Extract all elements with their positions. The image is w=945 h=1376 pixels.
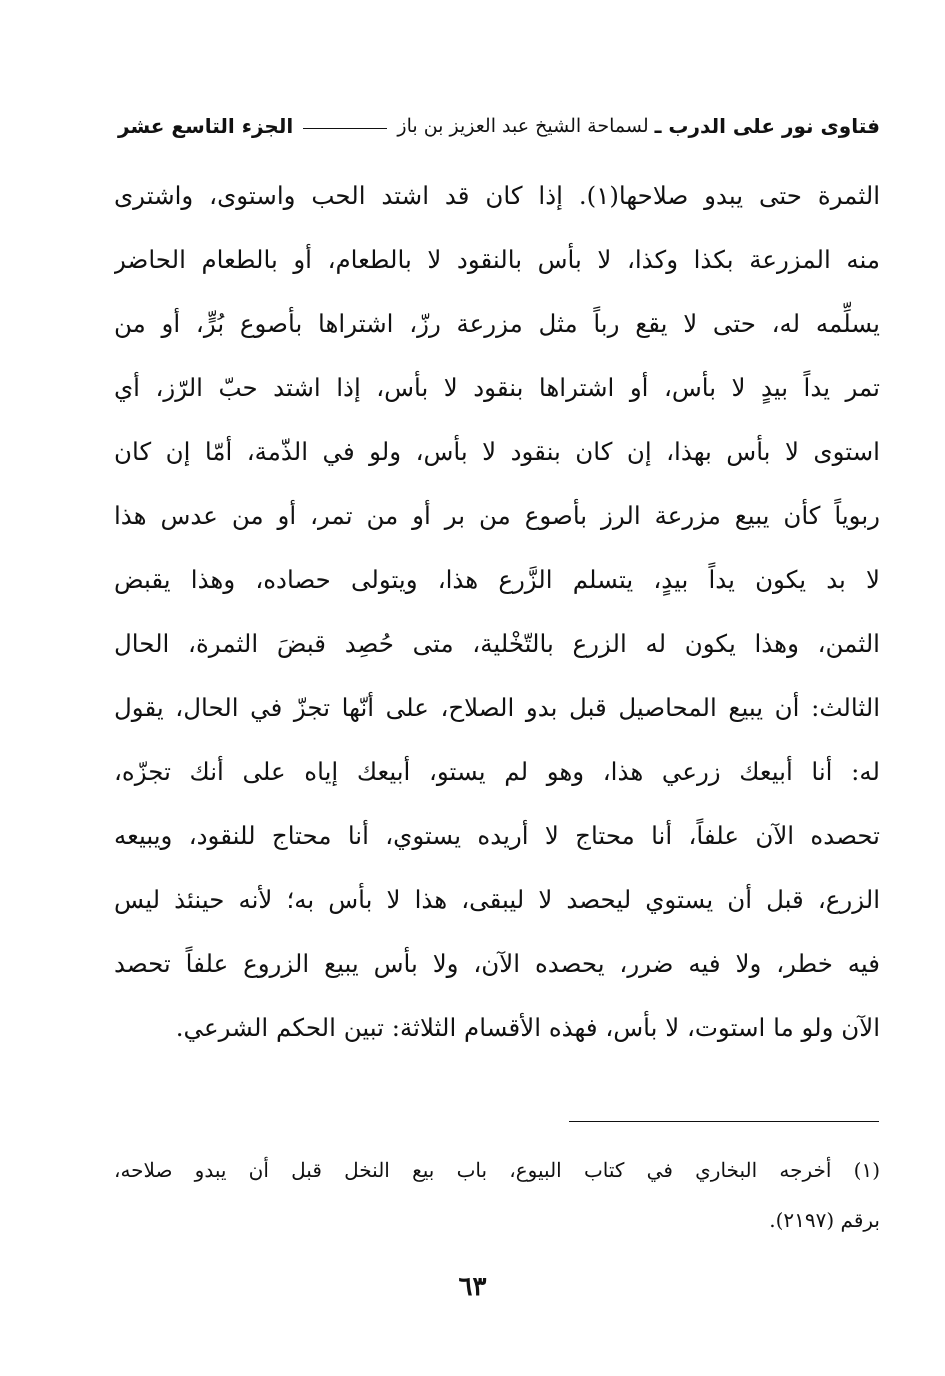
body-line: الثمن، وهذا يكون له الزرع بالتّخْلية، متى حُصِد قبضَ الثمرة، الحال: [114, 629, 880, 658]
page-number: ٦٣: [458, 1272, 487, 1302]
body-line: الثالث: أن يبيع المحاصيل قبل بدو الصلاح، على أنّها تجزّ في الحال، يقول: [114, 693, 880, 722]
header-rule: [303, 128, 387, 129]
body-line: تحصده الآن علفاً، أنا محتاج لا أريده يستوي، أنا محتاج للنقود، ويبيعه: [114, 821, 880, 850]
body-line: منه المزرعة بكذا وكذا، لا بأس بالنقود لا بالطعام، أو بالطعام الحاضر: [114, 245, 880, 274]
footnote-line: (١) أخرجه البخاري في كتاب البيوع، باب بيع النخل قبل أن يبدو صلاحه،: [114, 1158, 880, 1182]
body-line: استوى لا بأس بهذا، إن كان بنقود لا بأس، ولو في الذّمة، أمّا إن كان: [114, 437, 880, 466]
body-line: ربوياً كأن يبيع مزرعة الرز بأصوع من بر أو من تمر، أو من عدس هذا: [114, 501, 880, 530]
author-name: لسماحة الشيخ عبد العزيز بن باز: [397, 115, 649, 137]
body-line: يسلِّمه له، حتى لا يقع رباً مثل مزرعة رزّ، اشتراها بأصوع بُرٍّ، أو من: [114, 309, 880, 338]
running-header: [118, 106, 880, 146]
body-line: له: أنا أبيعك زرعي هذا، وهو لم يستو، أبيعك إياه على أنك تجزّه،: [114, 757, 880, 786]
body-line: فيه خطر، ولا فيه ضرر، يحصده الآن، ولا بأس يبيع الزروع علفاً تحصد: [114, 949, 880, 978]
body-line: الزرع، قبل أن يستوي ليحصد لا ليبقى، هذا لا بأس به؛ لأنه حينئذ ليس: [114, 885, 880, 914]
body-text: [114, 168, 880, 1064]
footnote-separator: [569, 1121, 879, 1122]
body-line: الآن ولو ما استوت، لا بأس، فهذه الأقسام الثلاثة: تبين الحكم الشرعي.: [175, 1013, 880, 1042]
body-line: الثمرة حتى يبدو صلاحها(١). إذا كان قد اشتد الحب واستوى، واشترى: [114, 181, 880, 210]
book-title: فتاوى نور على الدرب ـ: [654, 114, 880, 138]
body-line: لا بد يكون يداً بيدٍ، يتسلم الزَّرع هذا، ويتولى حصاده، وهذا يقبض: [114, 565, 880, 594]
footnote: [114, 1148, 880, 1248]
footnote-line: برقم (٢١٩٧).: [769, 1208, 880, 1232]
body-line: تمر يداً بيدٍ لا بأس، أو اشتراها بنقود لا بأس، إذا اشتد حبّ الرّز، أي: [114, 373, 880, 402]
volume-label: الجزء التاسع عشر: [118, 114, 294, 138]
